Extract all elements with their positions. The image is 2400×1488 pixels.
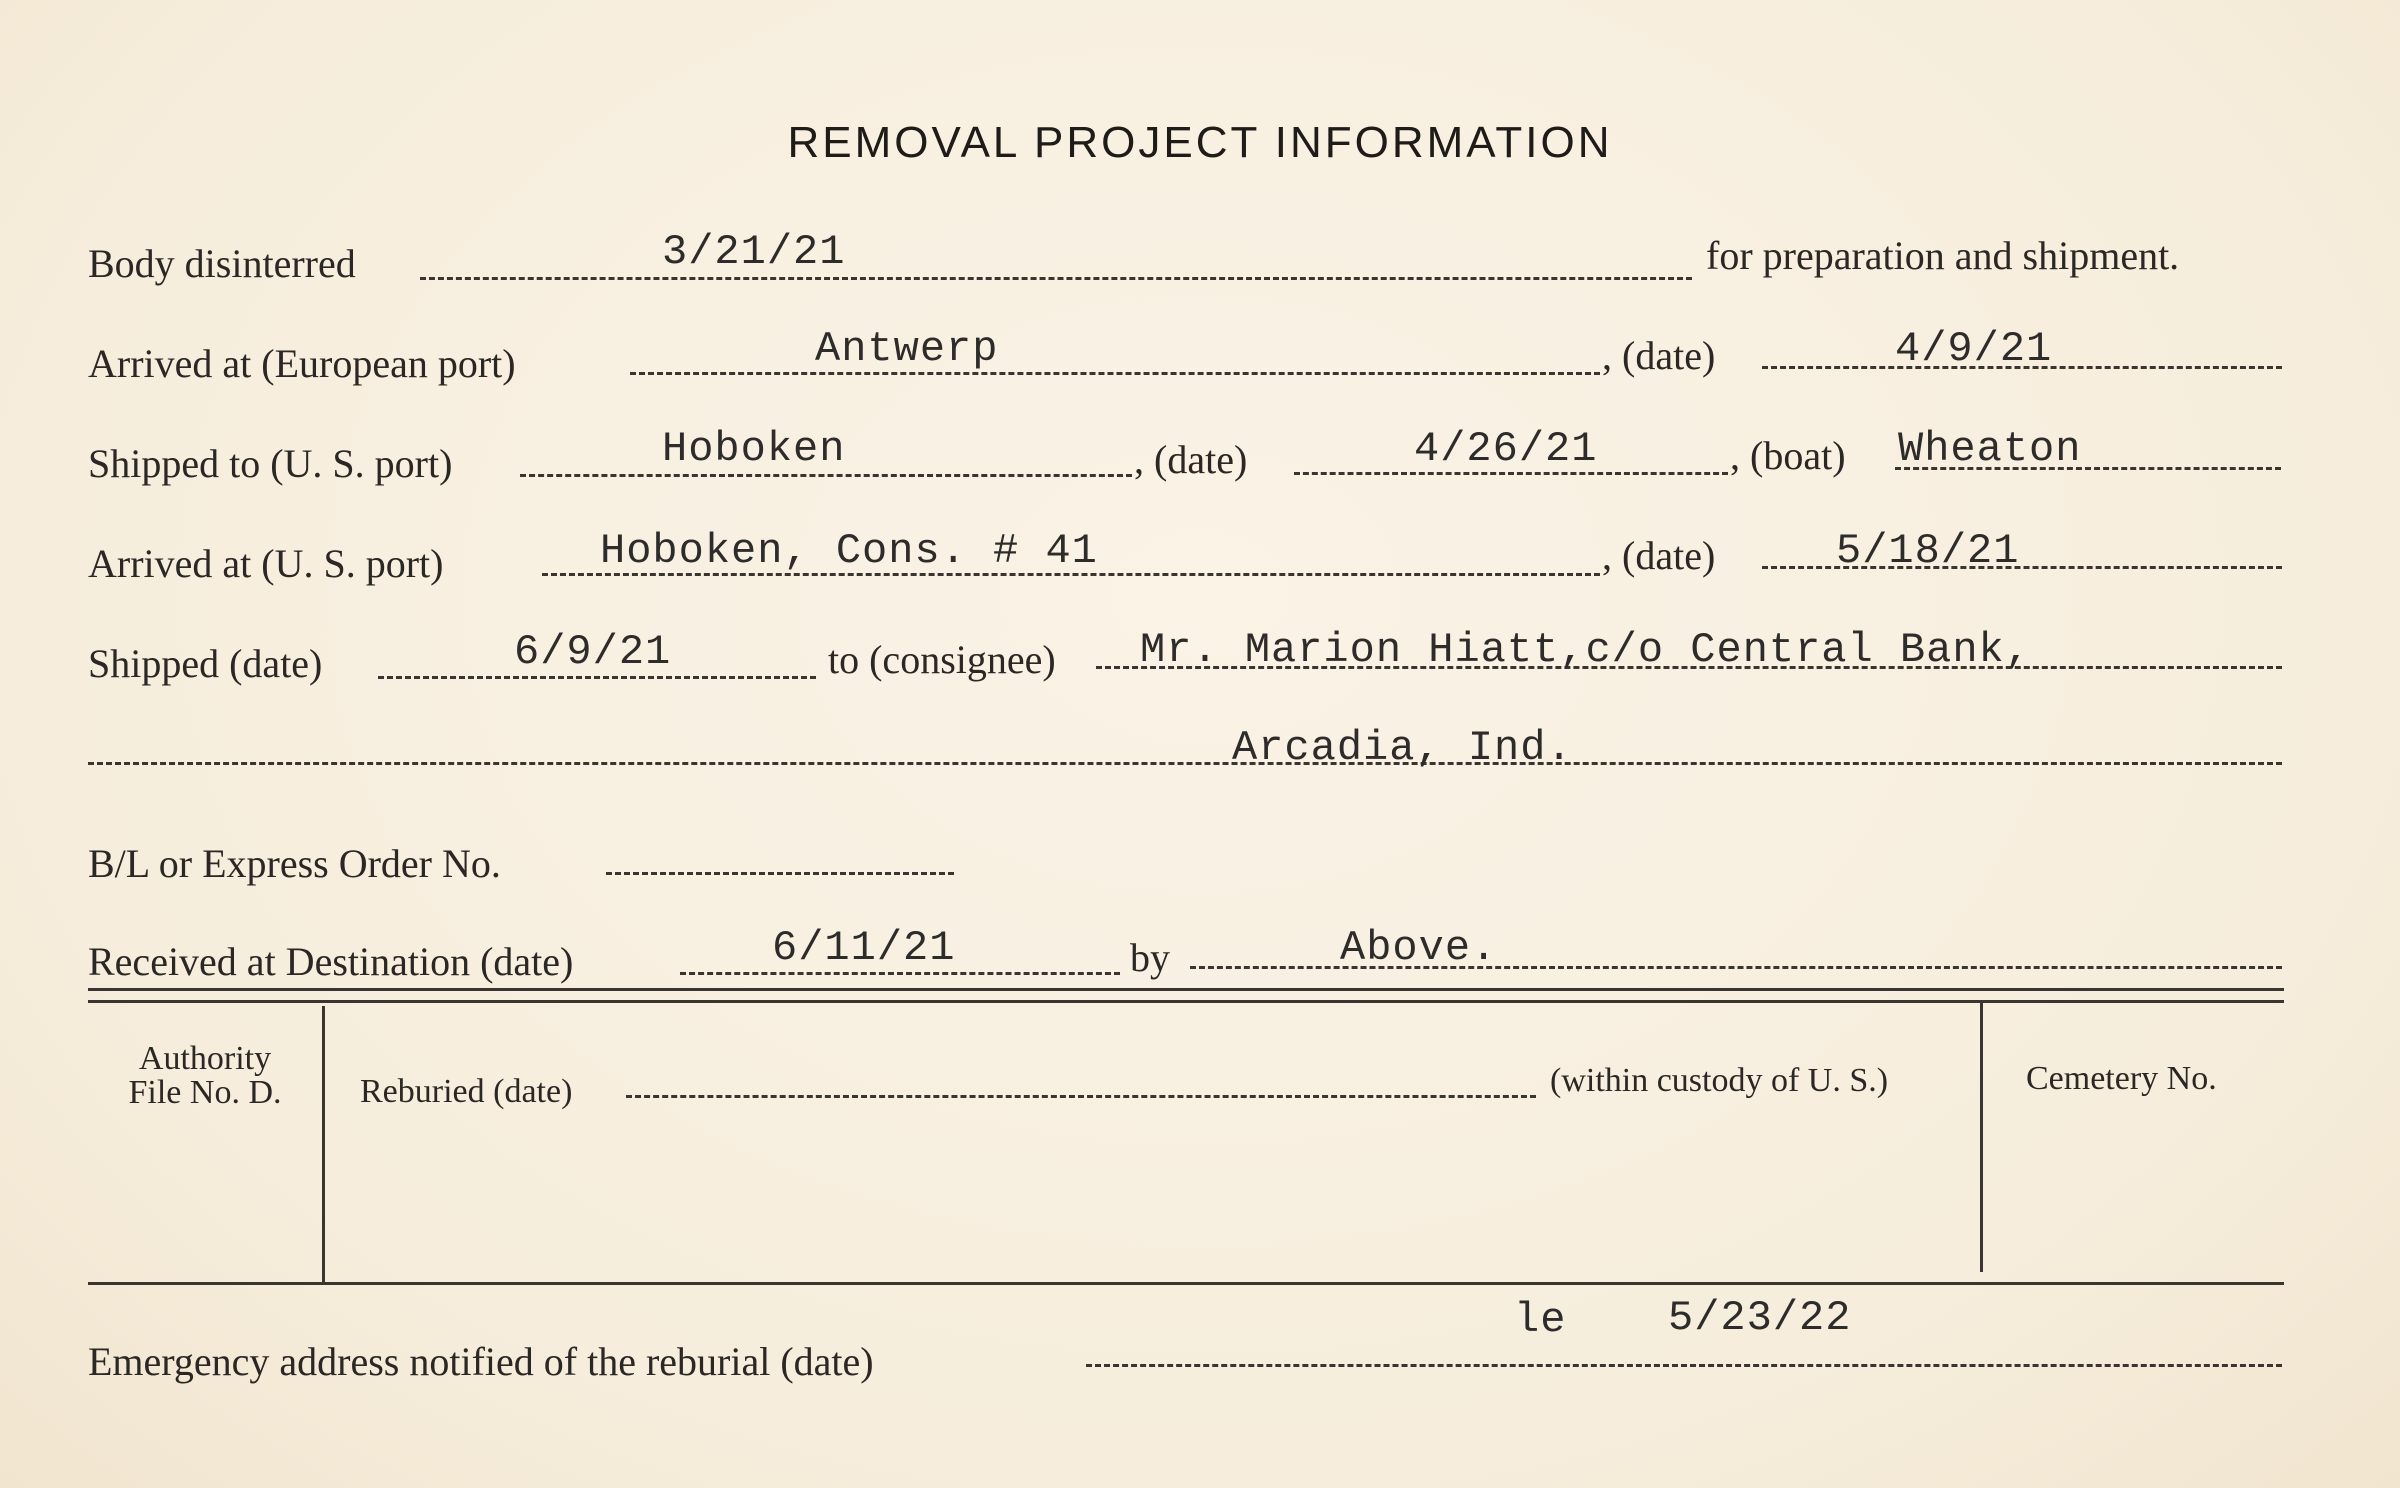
shipped-us-boat: Wheaton [1898,425,2082,473]
emergency-label: Emergency address notified of the reburial (date) [88,1339,874,1384]
disinterred-line [420,277,1692,280]
arrived-us-date-label: , (date) [1602,533,1716,578]
arrived-us-label: Arrived at (U. S. port) [88,541,444,586]
arrived-us-date: 5/18/21 [1836,527,2020,575]
card-title [0,118,2400,168]
consignee-line2: Arcadia, Ind. [1232,724,1573,772]
arrived-european-value: Antwerp [815,325,999,373]
authority-line2: File No. D. [128,1074,282,1111]
shipped-date-line [378,676,816,679]
authority-label [122,1042,288,1110]
bl-line [606,872,954,875]
shipped-us-value: Hoboken [662,425,846,473]
emergency-initials: le [1514,1296,1567,1344]
arrived-us-value: Hoboken, Cons. # 41 [600,527,1098,575]
box-divider-left [322,1006,325,1284]
received-by: Above. [1340,924,1498,972]
disinterred-value: 3/21/21 [662,228,846,276]
shipped-label: Shipped (date) [88,641,323,686]
cemetery-label: Cemetery No. [2026,1060,2217,1097]
card-title-text: REMOVAL PROJECT INFORMATION [787,118,1613,167]
shipped-us-boat-label: , (boat) [1730,433,1846,478]
arrived-european-line [630,372,1600,375]
shipped-us-label: Shipped to (U. S. port) [88,441,453,486]
separator-rule-bottom [88,1000,2284,1003]
authority-line1: Authority [138,1040,272,1077]
received-date-line [680,972,1120,975]
emergency-line [1086,1364,2282,1367]
shipped-us-date-label: , (date) [1134,437,1248,482]
reburied-label: Reburied (date) [360,1073,573,1110]
emergency-date: 5/23/22 [1668,1294,1852,1342]
arrived-european-date: 4/9/21 [1895,325,2053,373]
consignee-continuation-line [88,762,2282,765]
arrived-european-label: Arrived at (European port) [88,341,516,386]
consignee-label: to (consignee) [828,637,1056,682]
disinterred-label: Body disinterred [88,241,356,286]
received-date: 6/11/21 [772,924,956,972]
disinterred-suffix: for preparation and shipment. [1706,233,2180,278]
shipped-date: 6/9/21 [514,628,672,676]
shipped-us-date: 4/26/21 [1414,425,1598,473]
arrived-european-date-label: , (date) [1602,333,1716,378]
bl-label: B/L or Express Order No. [88,841,501,886]
box-divider-right [1980,1000,1983,1272]
received-by-label: by [1130,935,1170,980]
consignee-line1: Mr. Marion Hiatt,c/o Central Bank, [1140,626,2031,674]
shipped-us-line [520,474,1132,477]
box-bottom-rule [88,1282,2284,1285]
separator-rule-top [88,988,2284,991]
reburied-line [626,1095,1536,1098]
received-label: Received at Destination (date) [88,939,574,984]
custody-label: (within custody of U. S.) [1550,1062,1889,1099]
